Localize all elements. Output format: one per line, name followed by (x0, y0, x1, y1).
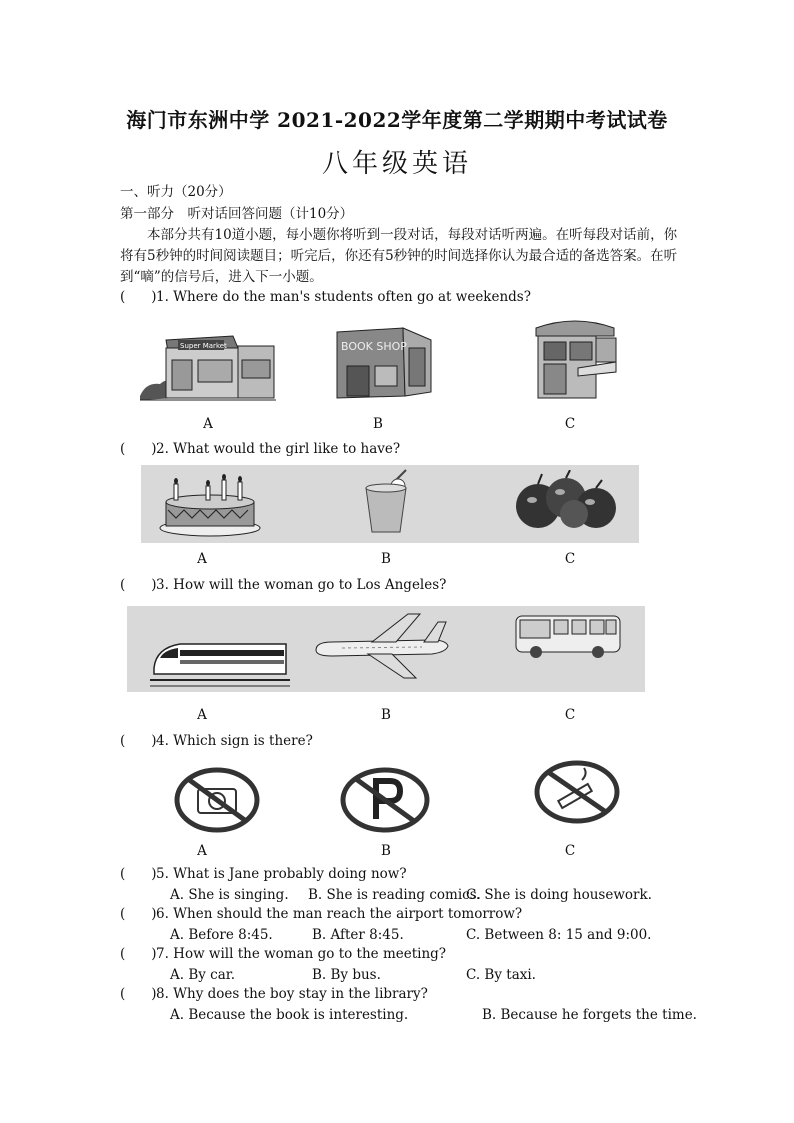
question-4 (120, 733, 313, 749)
part-heading: 第一部分 听对话回答问题（计10分） (120, 206, 354, 222)
question-text: 8. Why does the boy stay in the library? (156, 986, 428, 1002)
answer-blank[interactable]: ( ) (120, 441, 157, 457)
question-text: 3. How will the woman go to Los Angeles? (156, 577, 447, 593)
kiosk-icon (530, 318, 620, 402)
option-b[interactable]: B. After 8:45. (312, 927, 404, 943)
option-letter: B (381, 707, 391, 723)
option-letter: C (564, 707, 576, 723)
bus-icon (514, 612, 622, 660)
cake-icon (158, 474, 262, 538)
option-letter: A (197, 843, 207, 859)
option-letter: C (564, 843, 576, 859)
option-letter: A (197, 551, 207, 567)
question-3 (120, 577, 446, 593)
option-a[interactable]: A. Because the book is interesting. (170, 1007, 409, 1023)
section-heading: 一、听力（20分） (120, 184, 232, 200)
answer-blank[interactable]: ( ) (120, 733, 157, 749)
option-letter: B (373, 416, 383, 432)
no-smoking-sign-icon (534, 760, 620, 824)
apples-icon (508, 470, 628, 530)
no-camera-sign-icon (174, 767, 260, 833)
option-b[interactable]: B. She is reading comics. (308, 887, 481, 903)
question-text: 1. Where do the man's students often go at weekends? (156, 289, 531, 305)
question-text: 5. What is Jane probably doing now? (156, 866, 407, 882)
exam-title: 海门市东洲中学 2021-2022学年度第二学期期中考试试卷 (126, 108, 668, 132)
question-text: 2. What would the girl like to have? (156, 441, 401, 457)
question-5 (120, 866, 407, 882)
option-c[interactable]: C. She is doing housework. (466, 887, 652, 903)
question-6 (120, 906, 522, 922)
airplane-icon (312, 612, 452, 680)
answer-blank[interactable]: ( ) (120, 866, 157, 882)
option-b[interactable]: B. Because he forgets the time. (482, 1007, 697, 1023)
juice-icon (360, 468, 412, 538)
shop-sign: BOOK SHOP (341, 340, 407, 353)
supermarket-icon (138, 326, 278, 404)
exam-subtitle: 八年级英语 (321, 149, 472, 179)
option-a[interactable]: A. By car. (170, 967, 236, 983)
option-c[interactable]: C. By taxi. (466, 967, 536, 983)
option-a[interactable]: A. Before 8:45. (170, 927, 273, 943)
question-2 (120, 441, 400, 457)
question-text: 7. How will the woman go to the meeting? (156, 946, 447, 962)
train-icon (150, 628, 290, 688)
answer-blank[interactable]: ( ) (120, 577, 157, 593)
store-sign: Super Market (180, 342, 227, 350)
option-a[interactable]: A. She is singing. (170, 887, 289, 903)
question-7 (120, 946, 446, 962)
option-b[interactable]: B. By bus. (312, 967, 381, 983)
option-letter: A (203, 416, 213, 432)
question-8 (120, 986, 428, 1002)
option-letter: B (381, 843, 391, 859)
instructions: 本部分共有10道小题，每小题你将听到一段对话，每段对话听两遍。在听每段对话前，你将有5秒钟的时间阅读题目；听完后，你还有5秒钟的时间选择你认为最合适的备选答案。在听到“嘀”的信号后，进入下一小题。 (120, 227, 678, 285)
bookshop-icon (333, 326, 433, 400)
option-letter: A (197, 707, 207, 723)
answer-blank[interactable]: ( ) (120, 946, 157, 962)
option-c[interactable]: C. Between 8: 15 and 9:00. (466, 927, 652, 943)
question-text: 4. Which sign is there? (156, 733, 313, 749)
question-text: 6. When should the man reach the airport tomorrow? (156, 906, 523, 922)
answer-blank[interactable]: ( ) (120, 906, 157, 922)
question-1 (120, 289, 531, 305)
option-letter: C (564, 416, 576, 432)
option-letter: B (381, 551, 391, 567)
option-letter: C (564, 551, 576, 567)
no-parking-sign-icon (340, 767, 430, 833)
answer-blank[interactable]: ( ) (120, 289, 157, 305)
answer-blank[interactable]: ( ) (120, 986, 157, 1002)
